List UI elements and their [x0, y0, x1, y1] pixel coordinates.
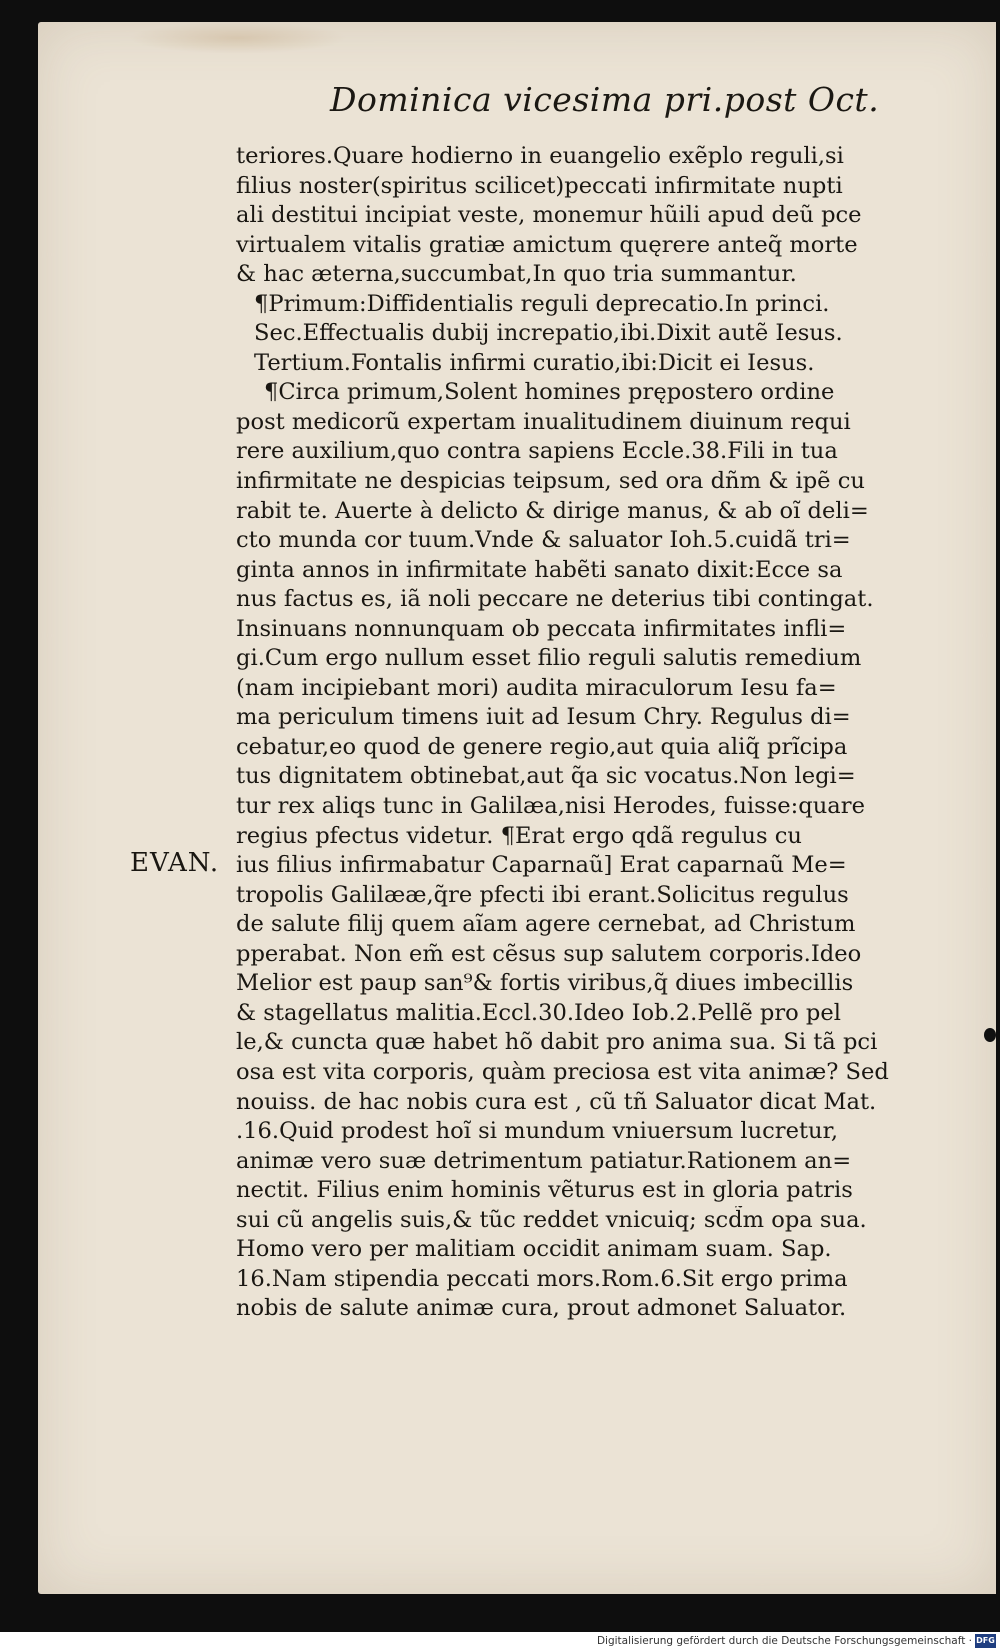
text-line: Insinuans nonnunquam ob peccata infirmitates infli= — [236, 615, 847, 642]
text-line: ali destitui incipiat veste, monemur hũili apud deũ pce — [236, 202, 862, 229]
text-line: gi.Cum ergo nullum esset filio reguli salutis remedium — [236, 645, 862, 672]
text-line: tropolis Galilææ,q̃re pfecti ibi erant.Solicitus regulus — [236, 881, 849, 908]
text-line: Tertium.Fontalis infirmi curatio,ibi:Dicit ei Iesus. — [254, 349, 815, 376]
text-line: teriores.Quare hodierno in euangelio exẽplo reguli,si — [236, 143, 844, 169]
text-line: ginta annos in infirmitate habẽti sanato dixit:Ecce sa — [236, 556, 843, 583]
text-line: sui cũ angelis suis,& tũc reddet vnicuiq; scd̃m opa sua. — [236, 1206, 867, 1233]
text-line: & stagellatus malitia.Eccl.30.Ideo Iob.2.Pellẽ pro pel — [236, 999, 841, 1026]
text-line: post medicorũ expertam inualitudinem diuinum requi — [236, 408, 851, 435]
text-line: (nam incipiebant mori) audita miraculorum Iesu fa= — [236, 674, 837, 701]
text-line: rere auxilium,quo contra sapiens Eccle.38.Fili in tua — [236, 438, 838, 465]
text-line: animæ vero suæ detrimentum patiatur.Rationem an= — [236, 1147, 852, 1174]
text-line: tur rex aliqs tunc in Galilæa,nisi Herodes, fuisse:quare — [236, 793, 865, 820]
paper-stain — [128, 22, 348, 54]
text-line: nouiss. de hac nobis cura est , cũ tñ Saluator dicat Mat. — [236, 1088, 877, 1115]
text-line: Melior est paup san⁹& fortis viribus,q̃ diues imbecillis — [236, 970, 854, 997]
text-line: nus factus es, iã noli peccare ne deterius tibi contingat. — [236, 586, 874, 613]
footer-credit: Digitalisierung gefördert durch die Deutsche Forschungsgemeinschaft · — [596, 1635, 972, 1647]
dfg-logo[interactable]: DFG — [975, 1634, 996, 1648]
text-line: regius pfectus videtur. ¶Erat ergo qdã regulus cu — [236, 822, 802, 849]
text-line: osa est vita corporis, quàm preciosa est vita animæ? Sed — [236, 1058, 889, 1085]
text-line: ¶Primum:Diffidentialis reguli deprecatio.In princi. — [254, 290, 830, 317]
text-line: ius filius infirmabatur Caparnaũ] Erat caparnaũ Me= — [236, 852, 847, 879]
text-line: filius noster(spiritus scilicet)peccati infirmitate nupti — [236, 172, 843, 199]
text-line: cebatur,eo quod de genere regio,aut quia aliq̃ prĩcipa — [236, 733, 848, 760]
text-line: virtualem vitalis gratiæ amictum quęrere anteq̃ morte — [236, 231, 858, 258]
running-head: Dominica vicesima pri.post Oct. — [330, 80, 880, 119]
text-line: nobis de salute animæ cura, prout admonet Saluator. — [236, 1295, 847, 1322]
text-line: Sec.Effectualis dubij increpatio,ibi.Dixit autẽ Iesus. — [254, 320, 843, 347]
text-line: ¶Circa primum,Solent homines prępostero ordine — [264, 379, 835, 406]
text-line: 16.Nam stipendia peccati mors.Rom.6.Sit ergo prima — [236, 1265, 848, 1292]
text-line: tus dignitatem obtinebat,aut q̃a sic vocatus.Non legi= — [236, 763, 856, 790]
text-line: .16.Quid prodest hoĩ si mundum vniuersum lucretur, — [236, 1118, 839, 1145]
text-line: infirmitate ne despicias teipsum, sed ora dñm & ipẽ cu — [236, 468, 865, 495]
text-line: pperabat. Non em̃ est cẽsus sup salutem corporis.Ideo — [236, 940, 862, 967]
page-edge-mark — [984, 1028, 996, 1042]
text-line: & hac æterna,succumbat,In quo tria summantur. — [236, 261, 797, 288]
text-line: rabit te. Auerte à delicto & dirige manus, & ab oĩ deli= — [236, 497, 869, 524]
text-line: le,& cuncta quæ habet hõ dabit pro anima sua. Si tã pci — [236, 1029, 878, 1056]
margin-note: EVAN. — [130, 848, 220, 878]
text-line: Homo vero per malitiam occidit animam suam. Sap. — [236, 1236, 832, 1263]
text-block — [236, 142, 916, 1324]
text-line: nectit. Filius enim hominis vẽturus est in gloria patris — [236, 1177, 853, 1204]
text-line: de salute filij quem aĩam agere cernebat, ad Christum — [236, 911, 856, 938]
text-line: ma periculum timens iuit ad Iesum Chry. Regulus di= — [236, 704, 851, 731]
text-line: cto munda cor tuum.Vnde & saluator Ioh.5.cuidã tri= — [236, 527, 851, 554]
